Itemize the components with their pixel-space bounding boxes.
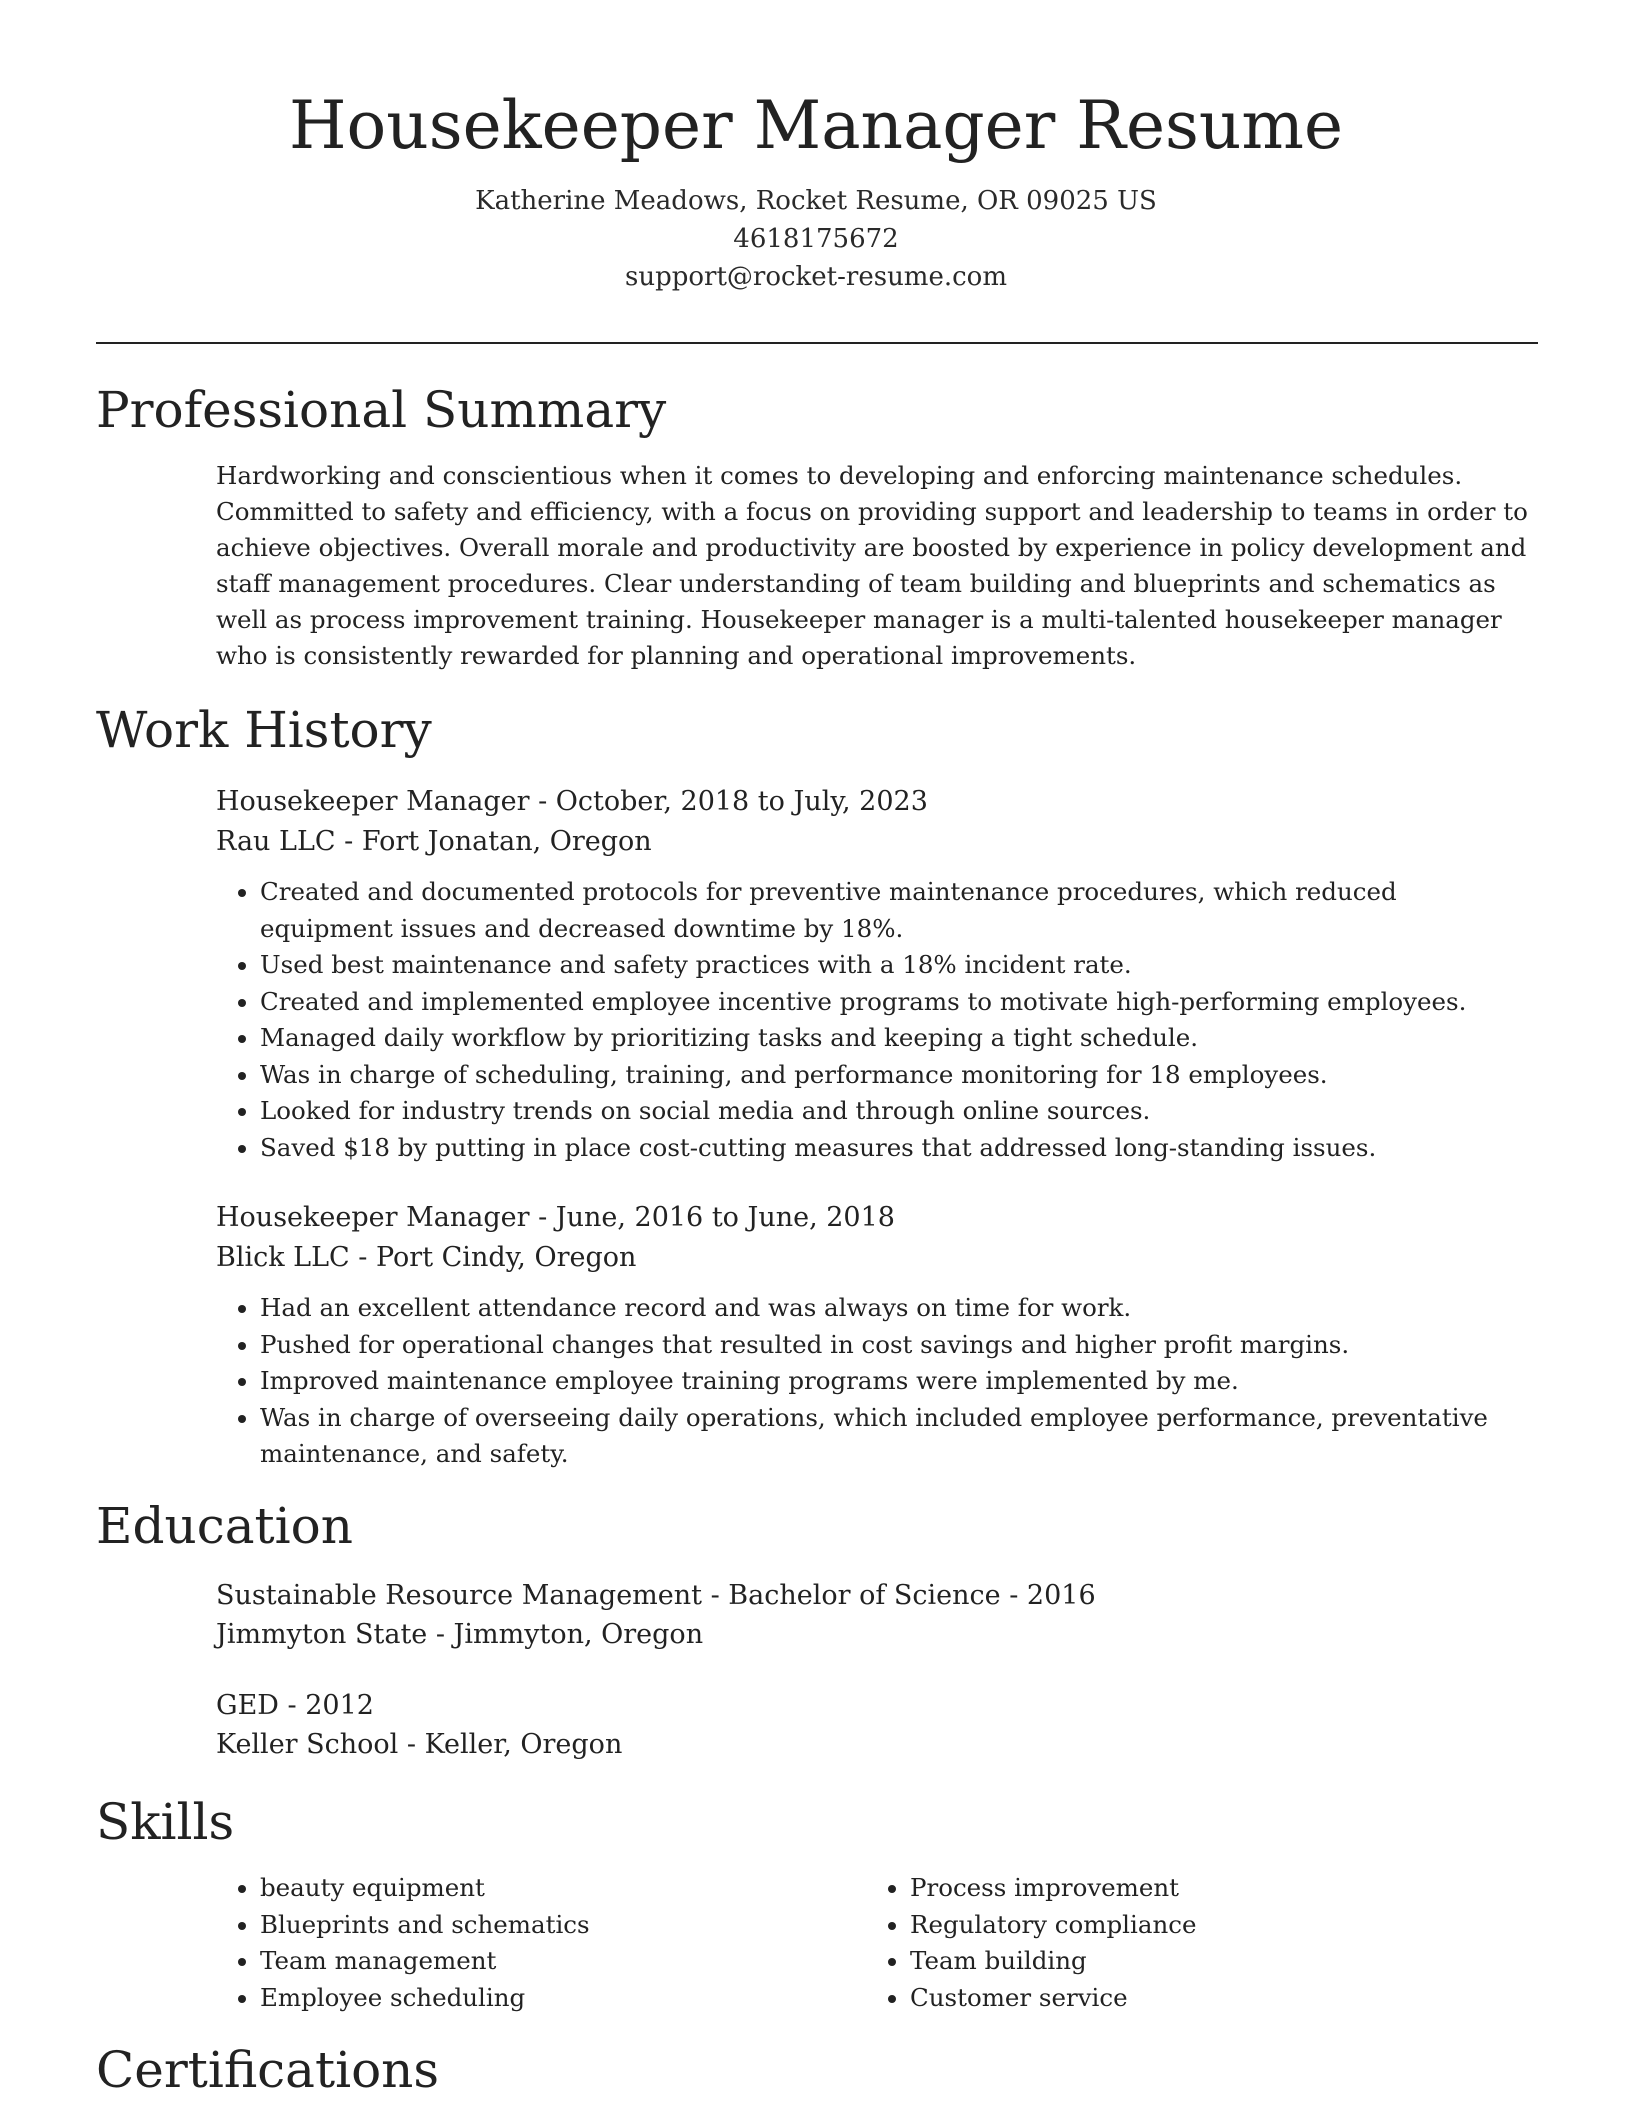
job-bullets (216, 1290, 1536, 1473)
education-school-line: Jimmyton State - Jimmyton, Oregon (216, 1619, 704, 1650)
list-item: • beauty equipment (260, 1870, 866, 1907)
list-item: • Managed daily workflow by prioritizing tasks and keeping a tight schedule. (260, 1020, 1536, 1057)
resume-title: Housekeeper Manager Resume (288, 87, 1344, 164)
section-heading-work: Work History (96, 701, 432, 759)
skills-column-left (216, 1870, 866, 2016)
job-title-line: Housekeeper Manager - June, 2016 to June, 2018 (216, 1202, 895, 1233)
job-bullets (216, 874, 1536, 1166)
section-heading-certifications: Certifications (96, 2041, 440, 2099)
list-item: • Pushed for operational changes that resulted in cost savings and higher profit margins. (260, 1327, 1536, 1364)
list-item: • Created and documented protocols for preventive maintenance procedures, which reduced equipment issues and decreased downtime by 18%. (260, 874, 1536, 947)
job-company-line: Blick LLC - Port Cindy, Oregon (216, 1242, 637, 1273)
job-title-line: Housekeeper Manager - October, 2018 to July, 2023 (216, 786, 928, 817)
job-entry-2 (216, 1198, 1536, 1473)
list-item: • Created and implemented employee incentive programs to motivate high-performing employees. (260, 984, 1536, 1021)
header-divider (96, 342, 1538, 344)
resume-header (0, 0, 1632, 296)
list-item: • Process improvement (910, 1870, 1516, 1907)
job-entry-1 (216, 782, 1536, 1166)
list-item: • Improved maintenance employee training programs were implemented by me. (260, 1363, 1536, 1400)
summary-text: Hardworking and conscientious when it comes to developing and enforcing maintenance schedules. Committed to safety and efficiency, with a focus on providing support and leadership to teams in order to achieve objectives. Overall morale and productivity are boosted by experience in policy development and staff management procedures. Clear understanding of team building and blueprints and schematics as well as process improvement training. Housekeeper manager is a multi-talented housekeeper manager who is consistently rewarded for planning and operational improvements. (216, 461, 1528, 670)
education-school-line: Keller School - Keller, Oregon (216, 1729, 623, 1760)
education-degree-line: Sustainable Resource Management - Bachelor of Science - 2016 (216, 1580, 1096, 1611)
list-item: • Employee scheduling (260, 1980, 866, 2017)
list-item: • Had an excellent attendance record and was always on time for work. (260, 1290, 1536, 1327)
contact-block (0, 182, 1632, 296)
education-degree-line: GED - 2012 (216, 1690, 374, 1721)
list-item: • Looked for industry trends on social media and through online sources. (260, 1093, 1536, 1130)
list-item: • Was in charge of overseeing daily operations, which included employee performance, preventative maintenance, and safety. (260, 1400, 1536, 1473)
list-item: • Regulatory compliance (910, 1907, 1516, 1944)
contact-address: Katherine Meadows, Rocket Resume, OR 09025 US (475, 186, 1157, 216)
education-entry-1 (216, 1576, 1536, 1654)
list-item: • Blueprints and schematics (260, 1907, 866, 1944)
list-item: • Customer service (910, 1980, 1516, 2017)
list-item: • Team building (910, 1943, 1516, 1980)
contact-phone: 4618175672 (733, 224, 899, 254)
education-entry-2 (216, 1686, 1536, 1764)
skills-column-right (866, 1870, 1516, 2016)
contact-email: support@rocket-resume.com (624, 262, 1007, 292)
section-heading-summary: Professional Summary (96, 381, 667, 439)
job-company-line: Rau LLC - Fort Jonatan, Oregon (216, 826, 652, 857)
section-heading-skills: Skills (96, 1793, 235, 1851)
list-item: • Was in charge of scheduling, training, and performance monitoring for 18 employees. (260, 1057, 1536, 1094)
list-item: • Saved $18 by putting in place cost-cutting measures that addressed long-standing issues. (260, 1130, 1536, 1167)
section-heading-education: Education (96, 1497, 353, 1555)
list-item: • Used best maintenance and safety practices with a 18% incident rate. (260, 947, 1536, 984)
list-item: • Team management (260, 1943, 866, 1980)
skills-list (216, 1870, 1536, 2016)
